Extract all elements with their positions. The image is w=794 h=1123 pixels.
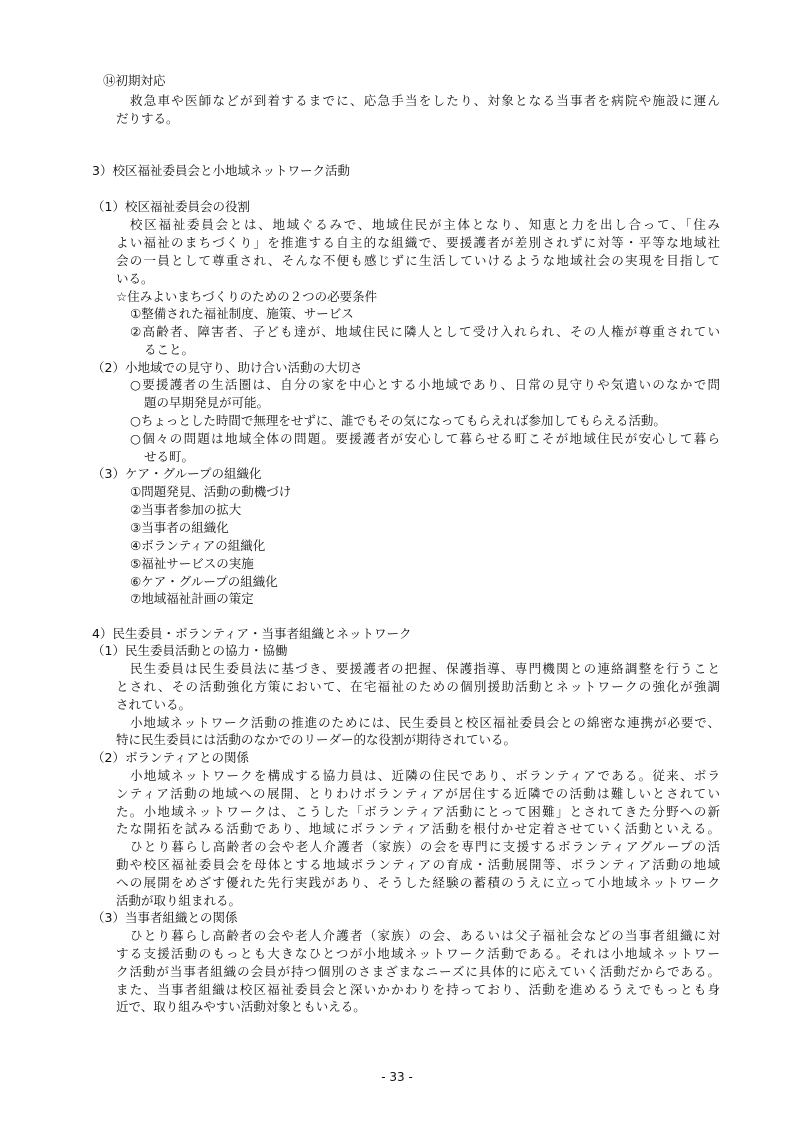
list-item: ⑦地域福祉計画の策定	[130, 591, 254, 606]
item-14-heading: ⑭初期対応	[103, 73, 166, 88]
condition-item: ①整備された福祉制度、施策、サービス	[130, 306, 354, 321]
section-4-1-heading: （1）民生委員活動との協力・協働	[92, 643, 288, 658]
paragraph-line: 特に民生委員には活動のなかでのリーダー的な役割が期待されている。	[116, 732, 517, 747]
paragraph-line: 動や校区福祉委員会を母体とする地域ボランティアの育成・活動展開等、ボランティア活動の地域	[116, 857, 720, 872]
section-4-2-heading: （2）ボランティアとの関係	[92, 750, 249, 765]
paragraph-line: ひとり暮らし高齢者の会や老人介護者（家族）の会を専門に支援するボランティアグループの活	[130, 839, 720, 854]
paragraph-line: とされ、その活動強化方策において、在宅福祉のための個別援助活動とネットワークの強化が強調	[116, 679, 720, 694]
paragraph-line: 小地域ネットワークを構成する協力員は、近隣の住民であり、ボランティアである。従来、ボラ	[130, 768, 720, 783]
paragraph-line: ンティア活動の地域への展開、とりわけボランティアが居住する近隣での活動は難しいとされてい	[116, 786, 720, 801]
paragraph-line: 救急車や医師などが到着するまでに、応急手当をしたり、対象となる当事者を病院や施設に運ん	[130, 93, 720, 108]
section-4-3-heading: （3）当事者組織との関係	[92, 910, 238, 925]
paragraph-line: への展開をめざす優れた先行実践があり、そうした経験の蓄積のうえに立って小地域ネットワーク	[116, 875, 720, 890]
paragraph-line: 民生委員は民生委員法に基づき、要援護者の把握、保護指導、専門機関との連絡調整を行うこと	[130, 661, 720, 676]
list-item: ⑥ケア・グループの組織化	[130, 574, 278, 589]
section-4-title: 4）民生委員・ボランティア・当事者組織とネットワーク	[92, 626, 412, 641]
section-3-3-heading: （3）ケア・グループの組織化	[92, 466, 262, 481]
bullet-line: ○ちょっとした時間で無理をせずに、誰でもその気になってもらえれば参加してもらえる活動。	[130, 413, 666, 428]
paragraph-line: たな開拓を試みる活動であり、地域にボランティア活動を根付かせ定着させていく活動といえる。	[116, 821, 720, 836]
paragraph-line: ひとり暮らし高齢者の会や老人介護者（家族）の会、あるいは父子福祉会などの当事者組織に対	[130, 928, 720, 943]
bullet-line: ○要援護者の生活圏は、自分の家を中心とする小地域であり、日常の見守りや気遣いのなかで問	[130, 377, 720, 392]
list-item: ④ボランティアの組織化	[130, 538, 266, 553]
section-3-1-heading: （1）校区福祉委員会の役割	[92, 199, 250, 214]
conditions-heading: ☆住みよいまちづくりのための２つの必要条件	[116, 289, 378, 304]
paragraph-line: 小地域ネットワーク活動の推進のためには、民生委員と校区福祉委員会との綿密な連携が必要で、	[130, 715, 720, 730]
paragraph-line: する支援活動のもっとも大きなひとつが小地域ネットワーク活動である。それは小地域ネットワー	[116, 946, 720, 961]
bullet-line-continued: せる町。	[144, 449, 195, 464]
paragraph-line: よい福祉のまちづくり」を推進する自主的な組織で、要援護者が差別されずに対等・平等な地域社	[116, 235, 720, 250]
paragraph-line: た。小地域ネットワークは、こうした「ボランティア活動にとって困難」とされてきた分野への新	[116, 804, 720, 819]
list-item: ⑤福祉サービスの実施	[130, 556, 254, 571]
bullet-line: ○個々の問題は地域全体の問題。要援護者が安心して暮らせる町こそが地域住民が安心して暮ら	[130, 431, 720, 446]
paragraph-line: 校区福祉委員会とは、地域ぐるみで、地域住民が主体となり、知恵と力を出し合って、「住み	[130, 217, 720, 232]
paragraph-line: だりする。	[116, 111, 179, 126]
list-item: ①問題発見、活動の動機づけ	[130, 484, 292, 499]
condition-item-continued: ること。	[144, 342, 195, 357]
section-3-2-heading: （2）小地域での見守り、助け合い活動の大切さ	[92, 360, 363, 375]
condition-item: ②高齢者、障害者、子ども達が、地域住民に隣人として受け入れられ、その人権が尊重されてい	[130, 324, 720, 339]
paragraph-line: また、当事者組織は校区福祉委員会と深いかかわりを持っており、活動を進めるうえでもっとも身	[116, 982, 720, 997]
paragraph-line: されている。	[116, 697, 192, 712]
list-item: ②当事者参加の拡大	[130, 502, 242, 517]
paragraph-line: ク活動が当事者組織の会員が持つ個別のさまざまなニーズに具体的に応えていく活動だからである。	[116, 964, 720, 979]
paragraph-line: 近で、取り組みやすい活動対象ともいえる。	[116, 999, 366, 1014]
paragraph-line: 活動が取り組まれる。	[116, 893, 242, 908]
page-number: - 33 -	[381, 1070, 413, 1084]
paragraph-line: 会の一員として尊重され、そんな不便も感じずに生活していけるような地域社会の実現を目指して	[116, 253, 720, 268]
list-item: ③当事者の組織化	[130, 520, 229, 535]
bullet-line-continued: 題の早期発見が可能。	[144, 395, 270, 410]
section-3-title: 3）校区福祉委員会と小地域ネットワーク活動	[92, 163, 350, 178]
paragraph-line: いる。	[116, 271, 154, 286]
